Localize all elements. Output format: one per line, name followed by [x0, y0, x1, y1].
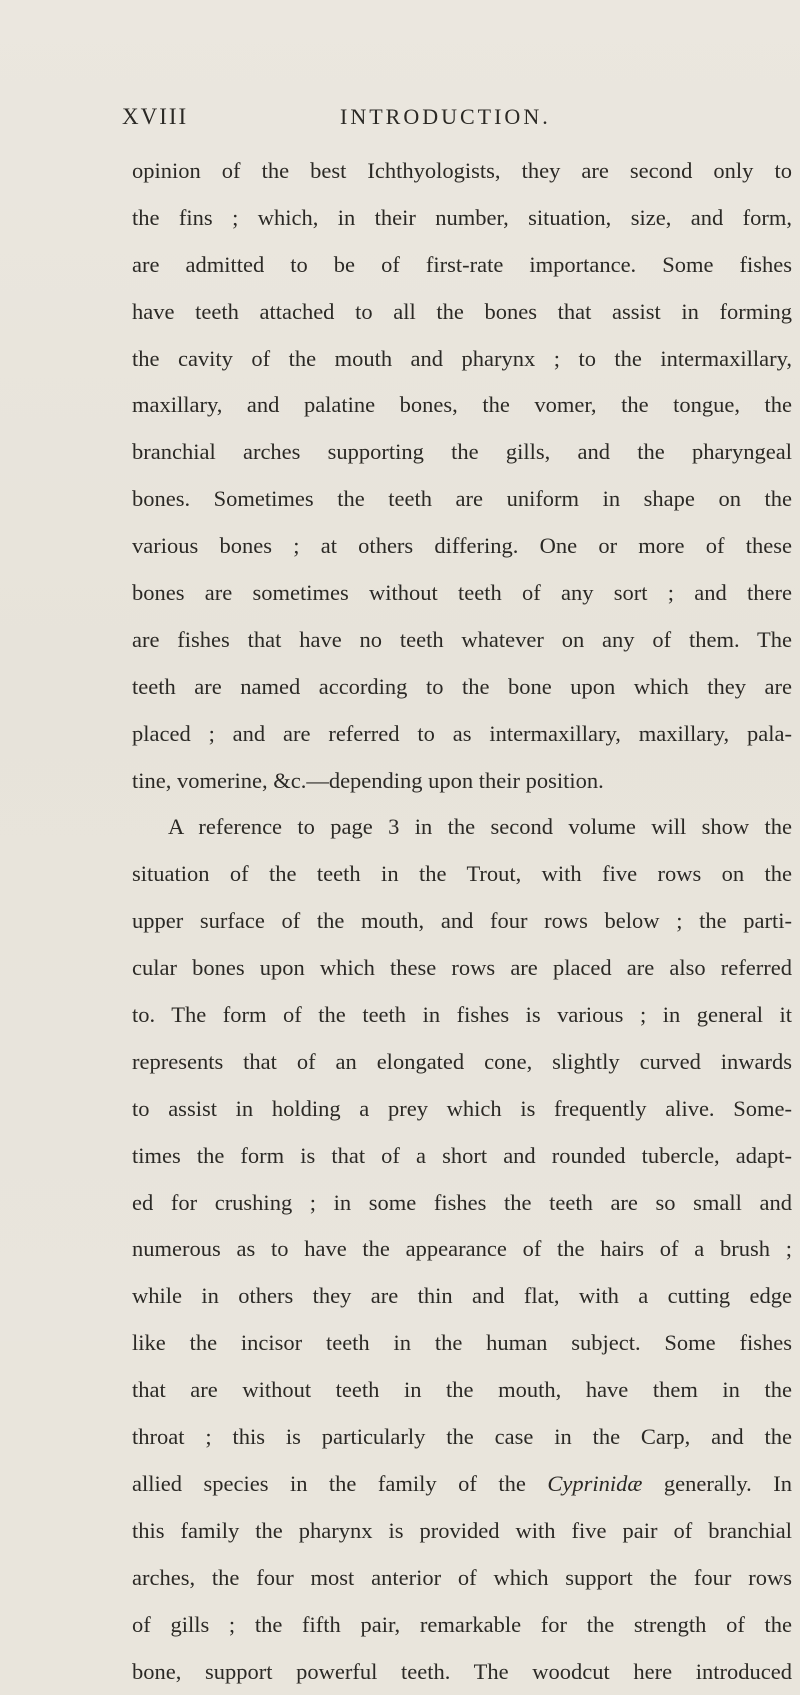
text-line: arches, the four most anterior of which support the four rows: [132, 1555, 792, 1602]
text-line: the cavity of the mouth and pharynx ; to the intermaxillary,: [132, 336, 792, 383]
paragraph-start-line: A reference to page 3 in the second volume will show the: [132, 804, 792, 851]
text-line: tine, vomerine, &c.—depending upon their position.: [132, 758, 792, 805]
text-line: like the incisor teeth in the human subject. Some fishes: [132, 1320, 792, 1367]
text-line: bone, support powerful teeth. The woodcut here introduced: [132, 1649, 792, 1695]
text-line: numerous as to have the appearance of the hairs of a brush ;: [132, 1226, 792, 1273]
text-segment: generally. In: [642, 1471, 792, 1496]
running-title: INTRODUCTION.: [340, 104, 551, 130]
text-line: to. The form of the teeth in fishes is various ; in general it: [132, 992, 792, 1039]
text-line: placed ; and are referred to as intermaxillary, maxillary, pala-: [132, 711, 792, 758]
running-header: [122, 104, 740, 134]
text-segment: allied species in the family of the: [132, 1471, 547, 1496]
page-number: XVIII: [122, 104, 188, 130]
text-line: the fins ; which, in their number, situation, size, and form,: [132, 195, 792, 242]
text-line: opinion of the best Ichthyologists, they are second only to: [132, 148, 792, 195]
text-line: cular bones upon which these rows are placed are also referred: [132, 945, 792, 992]
text-line: represents that of an elongated cone, slightly curved inwards: [132, 1039, 792, 1086]
text-line: are fishes that have no teeth whatever on any of them. The: [132, 617, 792, 664]
text-line: are admitted to be of first-rate importance. Some fishes: [132, 242, 792, 289]
text-line: have teeth attached to all the bones that assist in forming: [132, 289, 792, 336]
text-line: times the form is that of a short and rounded tubercle, adapt-: [132, 1133, 792, 1180]
body-text: [132, 148, 792, 1695]
italic-family-name: Cyprinidæ: [547, 1471, 642, 1496]
text-line: various bones ; at others differing. One or more of these: [132, 523, 792, 570]
text-line: while in others they are thin and flat, with a cutting edge: [132, 1273, 792, 1320]
text-line: bones. Sometimes the teeth are uniform in shape on the: [132, 476, 792, 523]
text-line: throat ; this is particularly the case in the Carp, and the: [132, 1414, 792, 1461]
text-line: of gills ; the fifth pair, remarkable for the strength of the: [132, 1602, 792, 1649]
text-line: ed for crushing ; in some fishes the teeth are so small and: [132, 1180, 792, 1227]
text-line: teeth are named according to the bone upon which they are: [132, 664, 792, 711]
text-line: that are without teeth in the mouth, have them in the: [132, 1367, 792, 1414]
text-line: bones are sometimes without teeth of any sort ; and there: [132, 570, 792, 617]
text-line: maxillary, and palatine bones, the vomer, the tongue, the: [132, 382, 792, 429]
text-line: this family the pharynx is provided with five pair of branchial: [132, 1508, 792, 1555]
text-line: upper surface of the mouth, and four rows below ; the parti-: [132, 898, 792, 945]
text-line-with-italic: [132, 1461, 792, 1508]
text-line: situation of the teeth in the Trout, with five rows on the: [132, 851, 792, 898]
text-line: to assist in holding a prey which is frequently alive. Some-: [132, 1086, 792, 1133]
text-line: branchial arches supporting the gills, and the pharyngeal: [132, 429, 792, 476]
